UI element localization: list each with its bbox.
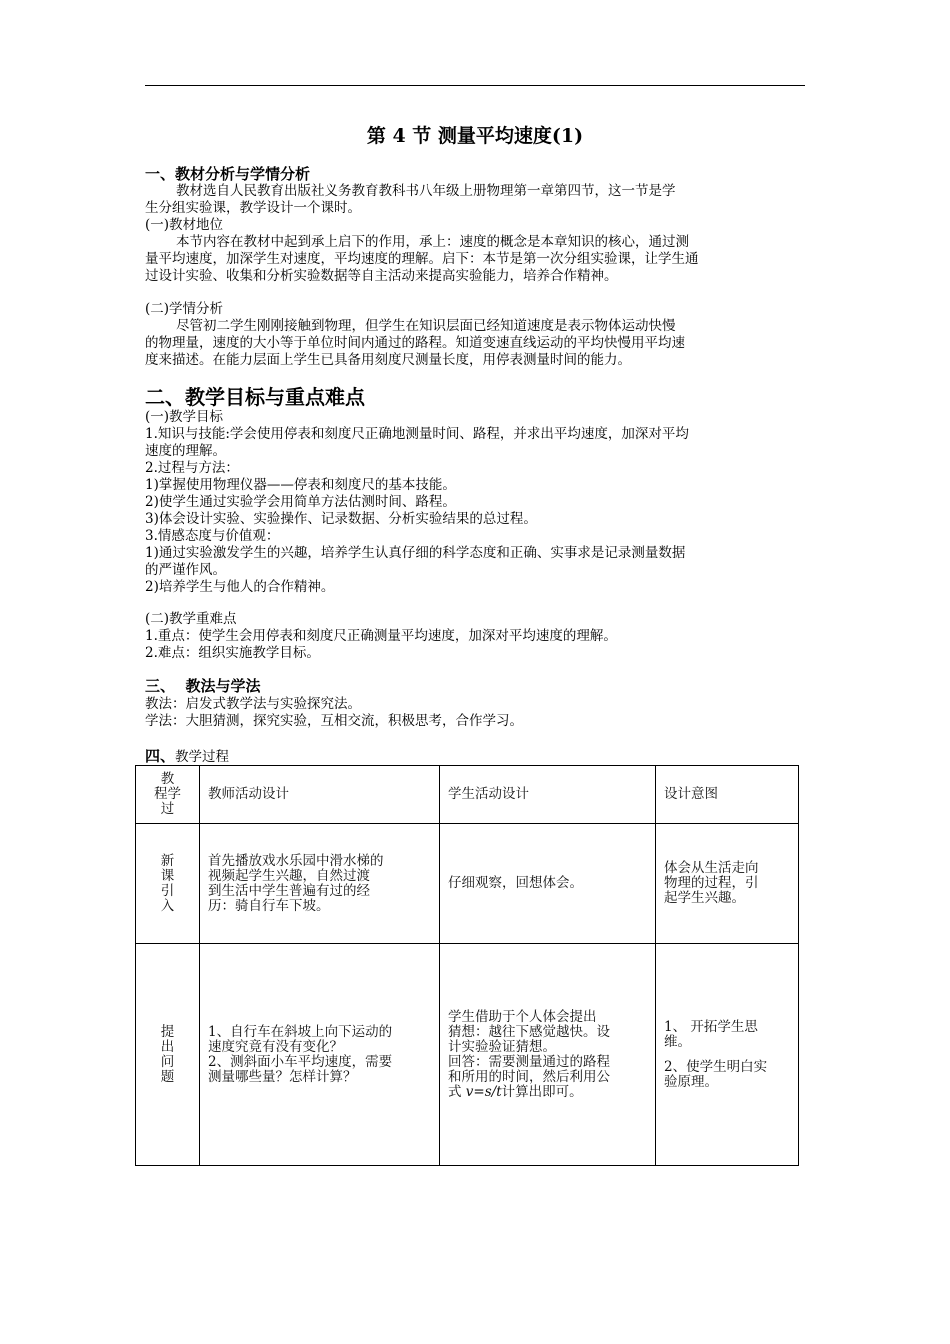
cell-line: 维。: [664, 1033, 691, 1050]
stage-char: 新: [160, 852, 175, 869]
s2-goal-line: 1)掌握使用物理仪器——停表和刻度尺的基本技能。: [145, 477, 456, 493]
formula-prefix: 式: [448, 1083, 466, 1100]
header-student-activity: 学生活动设计: [440, 766, 656, 824]
cell-line: 回答：需要测量通过的路程: [448, 1053, 610, 1070]
s2-subheading-key-points: (二)教学重难点: [145, 611, 237, 627]
stage-cell-introduction: [136, 824, 200, 944]
s2-goal-line: 2.过程与方法：: [145, 460, 239, 476]
header-stage-text: 程学: [154, 786, 181, 802]
header-stage-cell: [136, 766, 200, 824]
s2-goal-line: 1.知识与技能:学会使用停表和刻度尺正确地测量时间、路程，并求出平均速度，加深对平均: [145, 426, 689, 442]
cell-line: 首先播放戏水乐园中滑水梯的: [208, 852, 384, 869]
cell-line: 视频起学生兴趣，自然过渡: [208, 867, 370, 884]
s2-goal-line: 1)通过实验激发学生的兴趣，培养学生认真仔细的科学态度和正确、实事求是记录测量数据: [145, 545, 686, 561]
stage-cell-questions: [136, 944, 200, 1166]
page-title: 第 4 节 测量平均速度(1): [366, 125, 584, 147]
s2-goal-line: 3)体会设计实验、实验操作、记录数据、分析实验结果的总过程。: [145, 511, 537, 527]
cell-line: 到生活中学生普遍有过的经: [208, 882, 370, 899]
s2-difficult-point: 2.难点：组织实施教学目标。: [145, 645, 320, 661]
section-4-heading: [145, 748, 229, 766]
cell-line: 猜想：越往下感觉越快。设: [448, 1023, 610, 1040]
s2-subheading-goals: (一)教学目标: [145, 409, 224, 425]
cell-line: 起学生兴趣。: [664, 890, 745, 906]
cell-line: 计实验验证猜想。: [448, 1038, 556, 1055]
cell-line: 速度究竟有没有变化？: [208, 1038, 343, 1055]
cell-line: 验原理。: [664, 1073, 718, 1090]
s1-paragraph-2-line: 量平均速度，加深学生对速度，平均速度的理解。启下：本节是第一次分组实验课，让学生通: [145, 251, 699, 267]
cell-line: 物理的过程，引: [664, 875, 759, 891]
s1-paragraph-1-line: 教材选自人民教育出版社义务教育教科书八年级上册物理第一章第四节，这一节是学: [176, 183, 676, 199]
stage-char: 提: [160, 1023, 175, 1040]
stage-char: 问: [160, 1053, 175, 1070]
stage-char: 课: [160, 867, 175, 884]
cell-line: 和所用的时间，然后利用公: [448, 1068, 610, 1085]
s1-paragraph-1-line: 生分组实验课，教学设计一个课时。: [145, 200, 361, 216]
header-stage-text: 过: [160, 801, 175, 817]
s1-paragraph-3-line: 度来描述。在能力层面上学生已具备用刻度尺测量长度，用停表测量时间的能力。: [145, 352, 631, 368]
s2-goal-line: 的严谨作风。: [145, 562, 226, 578]
s1-paragraph-3-line: 的物理量，速度的大小等于单位时间内通过的路程。知道变速直线运动的平均快慢用平均速: [145, 335, 685, 351]
section-4-title: 教学过程: [175, 749, 230, 765]
s2-key-point: 1.重点：使学生会用停表和刻度尺正确测量平均速度，加深对平均速度的理解。: [145, 628, 617, 644]
s3-learning-method: 学法：大胆猜测，探究实验，互相交流，积极思考，合作学习。: [145, 713, 523, 729]
s2-goal-line: 速度的理解。: [145, 443, 226, 459]
student-activity-introduction: 仔细观察，回想体会。: [440, 824, 656, 944]
header-rule: [145, 85, 805, 86]
section-4-number: 四、: [145, 747, 176, 765]
section-1-heading: 一、教材分析与学情分析: [145, 165, 311, 183]
cell-line: 学生借助于个人体会提出: [448, 1008, 597, 1025]
cell-line: 体会从生活走向: [664, 860, 759, 876]
design-intent-introduction: [656, 824, 799, 944]
teacher-activity-questions: [200, 944, 440, 1166]
cell-line: 1、 开拓学生思: [664, 1018, 758, 1035]
s1-paragraph-3-line: 尽管初二学生刚刚接触到物理，但学生在知识层面已经知道速度是表示物体运动快慢: [176, 318, 676, 334]
s3-teaching-method: 教法：启发式教学法与实验探究法。: [145, 696, 361, 712]
stage-char: 题: [160, 1068, 175, 1085]
cell-line: 历：骑自行车下坡。: [208, 897, 330, 914]
table-row-questions: [136, 944, 799, 1166]
cell-line: 1、自行车在斜坡上向下运动的: [208, 1023, 393, 1040]
s2-goal-line: 2)培养学生与他人的合作精神。: [145, 579, 335, 595]
section-2-heading: 二、教学目标与重点难点: [145, 385, 365, 409]
table-header-row: [136, 766, 799, 824]
section-3-heading: 三、 教法与学法: [145, 677, 261, 695]
cell-line: 计算出即可。: [501, 1083, 583, 1100]
s1-paragraph-2-line: 过设计实验、收集和分析实验数据等自主活动来提高实验能力，培养合作精神。: [145, 268, 618, 284]
cell-line: 测量哪些量？怎样计算？: [208, 1068, 357, 1085]
cell-line: 2、使学生明白实: [664, 1058, 768, 1075]
header-teacher-activity: 教师活动设计: [200, 766, 440, 824]
s1-subheading-position: (一)教材地位: [145, 217, 224, 233]
design-intent-questions: [656, 944, 799, 1166]
stage-char: 出: [160, 1038, 175, 1055]
formula-line: [448, 1085, 647, 1100]
s1-subheading-students: (二)学情分析: [145, 301, 224, 317]
s1-paragraph-2-line: 本节内容在教材中起到承上启下的作用，承上：速度的概念是本章知识的核心，通过测: [176, 234, 689, 250]
teaching-process-table: [135, 765, 799, 1166]
stage-char: 引: [160, 882, 175, 899]
speed-formula: v=s/t: [465, 1083, 502, 1100]
cell-line: 2、测斜面小车平均速度，需要: [208, 1053, 393, 1070]
table-row-introduction: [136, 824, 799, 944]
header-stage-text: 教: [160, 771, 175, 787]
header-design-intent: 设计意图: [656, 766, 799, 824]
s2-goal-line: 3.情感态度与价值观：: [145, 528, 280, 544]
teacher-activity-introduction: [200, 824, 440, 944]
stage-char: 入: [160, 897, 175, 914]
s2-goal-line: 2)使学生通过实验学会用简单方法估测时间、路程。: [145, 494, 456, 510]
student-activity-questions: [440, 944, 656, 1166]
